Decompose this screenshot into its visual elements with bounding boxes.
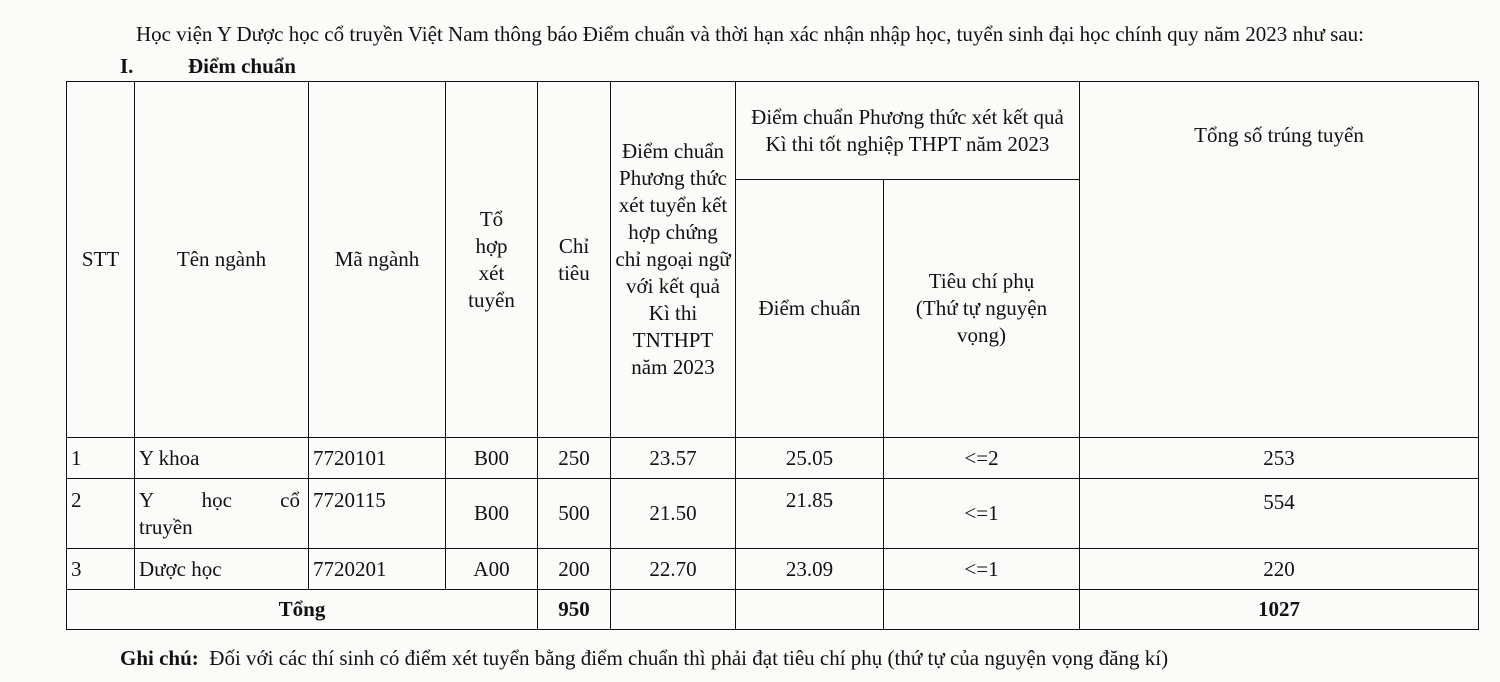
total-chi-tieu: 950	[538, 590, 611, 630]
table-row	[67, 438, 1479, 479]
total-empty-cell	[611, 590, 736, 630]
cell-ma-nganh: 7720201	[309, 549, 446, 590]
cell-to-hop: B00	[446, 438, 538, 479]
cell-diem-chuan: 21.85	[736, 479, 884, 549]
cell-tong: 220	[1080, 549, 1479, 590]
cell-ma-nganh: 7720101	[309, 438, 446, 479]
header-thpt-group: Điểm chuẩn Phương thức xét kết quả Kì thi tốt nghiệp THPT năm 2023	[736, 82, 1080, 180]
cell-to-hop: A00	[446, 549, 538, 590]
total-empty-cell	[884, 590, 1080, 630]
cell-to-hop: B00	[446, 479, 538, 549]
section-title: Điểm chuẩn	[188, 54, 296, 78]
footnote	[120, 646, 1168, 671]
cell-stt: 2	[67, 479, 135, 549]
cell-diem-ket-hop: 22.70	[611, 549, 736, 590]
cell-chi-tieu: 250	[538, 438, 611, 479]
cell-diem-chuan: 23.09	[736, 549, 884, 590]
intro-text: Học viện Y Dược học cổ truyền Việt Nam thông báo Điểm chuẩn và thời hạn xác nhận nhập học, tuyển sinh đại học chính quy năm 2023 như sau:	[136, 22, 1364, 46]
cell-diem-chuan: 25.05	[736, 438, 884, 479]
section-heading	[120, 54, 296, 79]
footnote-label: Ghi chú:	[120, 646, 199, 670]
cell-ma-nganh: 7720115	[309, 479, 446, 549]
header-diem-ket-hop: Điểm chuẩn Phương thức xét tuyển kết hợp chứng chỉ ngoại ngữ với kết quả Kì thi TNTHPT năm 2023	[611, 82, 736, 438]
cell-diem-ket-hop: 21.50	[611, 479, 736, 549]
header-stt: STT	[67, 82, 135, 438]
cell-ten-nganh: Y khoa	[135, 438, 309, 479]
cell-tieu-chi-phu: <=1	[884, 549, 1080, 590]
cell-tong: 253	[1080, 438, 1479, 479]
cell-stt: 1	[67, 438, 135, 479]
cell-stt: 3	[67, 549, 135, 590]
header-chi-tieu: Chỉ tiêu	[538, 82, 611, 438]
cell-ten-nganh: Y học cổ truyền	[135, 479, 309, 549]
header-diem-chuan: Điểm chuẩn	[736, 180, 884, 438]
header-row-1	[67, 82, 1479, 180]
admission-score-table	[66, 81, 1479, 630]
footnote-text: Đối với các thí sinh có điểm xét tuyển bằng điểm chuẩn thì phải đạt tiêu chí phụ (thứ tự của nguyện vọng đăng kí)	[209, 646, 1169, 670]
header-tong-trung-tuyen: Tổng số trúng tuyển	[1080, 82, 1479, 438]
table-row	[67, 549, 1479, 590]
cell-tieu-chi-phu: <=1	[884, 479, 1080, 549]
total-tong: 1027	[1080, 590, 1479, 630]
header-tieu-chi-phu: Tiêu chí phụ (Thứ tự nguyện vọng)	[884, 180, 1080, 438]
cell-tieu-chi-phu: <=2	[884, 438, 1080, 479]
total-row	[67, 590, 1479, 630]
total-empty-cell	[736, 590, 884, 630]
cell-chi-tieu: 200	[538, 549, 611, 590]
header-ten-nganh: Tên ngành	[135, 82, 309, 438]
total-label: Tổng	[67, 590, 538, 630]
section-number: I.	[120, 54, 134, 78]
cell-tong: 554	[1080, 479, 1479, 549]
header-ma-nganh: Mã ngành	[309, 82, 446, 438]
cell-diem-ket-hop: 23.57	[611, 438, 736, 479]
header-to-hop: Tổ hợp xét tuyển	[446, 82, 538, 438]
table-row	[67, 479, 1479, 549]
cell-chi-tieu: 500	[538, 479, 611, 549]
cell-ten-nganh: Dược học	[135, 549, 309, 590]
